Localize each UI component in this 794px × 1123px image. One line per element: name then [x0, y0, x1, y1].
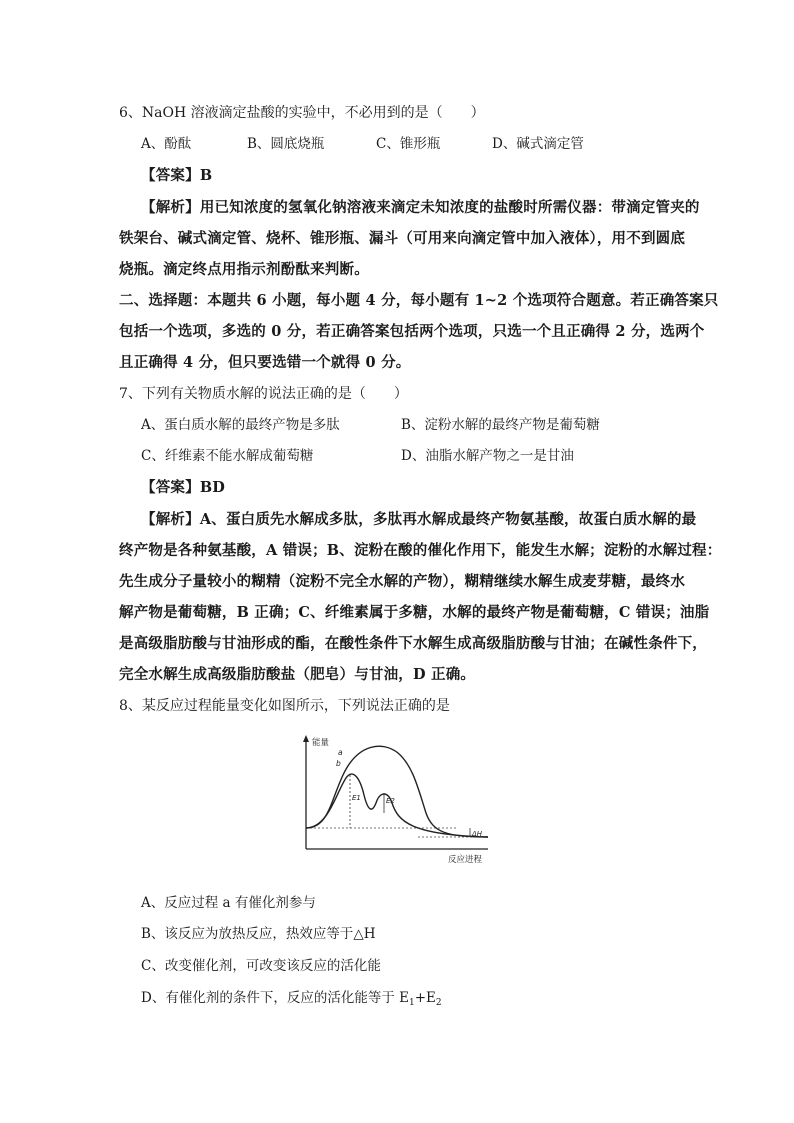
q8-option-b: B、该反应为放热反应，热效应等于△H: [141, 926, 376, 942]
analysis-text: A、蛋白质先水解成多肽，多肽再水解成最终产物氨基酸，故蛋白质水解的最: [199, 511, 697, 528]
y-axis-label: 能量: [312, 738, 330, 748]
option-d-text: D、有催化剂的条件下，反应的活化能等于 E: [141, 990, 409, 1006]
answer-value: B: [199, 167, 213, 184]
e1-label: E1: [352, 794, 361, 802]
answer-label: 【答案】: [141, 479, 200, 496]
section2-line-2: 包括一个选项，多选的 0 分，若正确答案包括两个选项，只选一个且正确得 2 分，选两个: [119, 323, 705, 340]
q7-analysis-line-6: 完全水解生成高级脂肪酸盐（肥皂）与甘油，D 正确。: [119, 666, 476, 683]
energy-profile-figure: [298, 733, 498, 867]
q7-option-c: C、纤维素不能水解成葡萄糖: [141, 448, 314, 464]
x-axis-label: 反应进程: [448, 855, 483, 865]
curve-a: [306, 746, 488, 837]
q7-answer: [141, 478, 225, 498]
q8-option-d: [141, 988, 442, 1013]
section2-line-1: 二、选择题：本题共 6 小题，每小题 4 分，每小题有 1~2 个选项符合题意。若正确答案只: [119, 292, 719, 309]
q6-analysis-line-3: 烧瓶。滴定终点用指示剂酚酞来判断。: [119, 261, 369, 278]
answer-value: BD: [199, 479, 226, 496]
q6-analysis-line-2: 铁架台、碱式滴定管、烧杯、锥形瓶、漏斗（可用来向滴定管中加入液体），用不到圆底: [119, 230, 686, 247]
q8-stem: 8、某反应过程能量变化如图所示，下列说法正确的是: [119, 698, 450, 714]
option-d-sub-2: 2: [435, 998, 442, 1008]
q6-analysis-line-1: [141, 198, 700, 218]
curve-b: [306, 774, 488, 837]
q6-stem: 6、NaOH 溶液滴定盐酸的实验中，不必用到的是（ ）: [119, 105, 485, 121]
q6-answer: [141, 166, 212, 186]
option-d-plus: +E: [414, 990, 436, 1006]
q7-option-b: B、淀粉水解的最终产物是葡萄糖: [401, 417, 600, 433]
q7-analysis-line-5: 是高级脂肪酸与甘油形成的酯，在酸性条件下水解生成高级脂肪酸与甘油；在碱性条件下，: [119, 635, 707, 652]
curve-a-label: a: [338, 748, 343, 757]
analysis-text: 用已知浓度的氢氧化钠溶液来滴定未知浓度的盐酸时所需仪器：带滴定管夹的: [199, 199, 700, 216]
q8-option-a: A、反应过程 a 有催化剂参与: [141, 895, 316, 911]
y-axis-arrow: [303, 735, 309, 742]
q7-analysis-line-2: 终产物是各种氨基酸，A 错误；B、淀粉在酸的催化作用下，能发生水解；淀粉的水解过程：: [119, 542, 722, 559]
q6-option-c: C、锥形瓶: [376, 136, 441, 152]
analysis-label: 【解析】: [141, 199, 200, 216]
section2-line-3: 且正确得 4 分，但只要选错一个就得 0 分。: [119, 354, 411, 371]
q7-analysis-line-1: [141, 510, 696, 530]
answer-label: 【答案】: [141, 167, 200, 184]
q7-stem: 7、下列有关物质水解的说法正确的是（ ）: [119, 386, 408, 402]
dh-label: ΔH: [472, 830, 483, 838]
q7-analysis-line-4: 解产物是葡萄糖，B 正确；C、纤维素属于多糖，水解的最终产物是葡萄糖，C 错误；油脂: [119, 604, 710, 621]
option-d-sub-1: 1: [408, 998, 415, 1008]
e2-label: E2: [386, 797, 395, 805]
q7-analysis-line-3: 先生成分子量较小的糊精（淀粉不完全水解的产物），糊精继续水解生成麦芽糖，最终水: [119, 573, 686, 590]
analysis-label: 【解析】: [141, 511, 200, 528]
q6-option-d: D、碱式滴定管: [492, 136, 584, 152]
q8-option-c: C、改变催化剂，可改变该反应的活化能: [141, 958, 381, 974]
q6-option-a: A、酚酞: [141, 136, 192, 152]
q7-option-d: D、油脂水解产物之一是甘油: [401, 448, 574, 464]
q7-option-a: A、蛋白质水解的最终产物是多肽: [141, 417, 340, 433]
q6-option-b: B、圆底烧瓶: [247, 136, 325, 152]
curve-b-label: b: [336, 759, 341, 768]
